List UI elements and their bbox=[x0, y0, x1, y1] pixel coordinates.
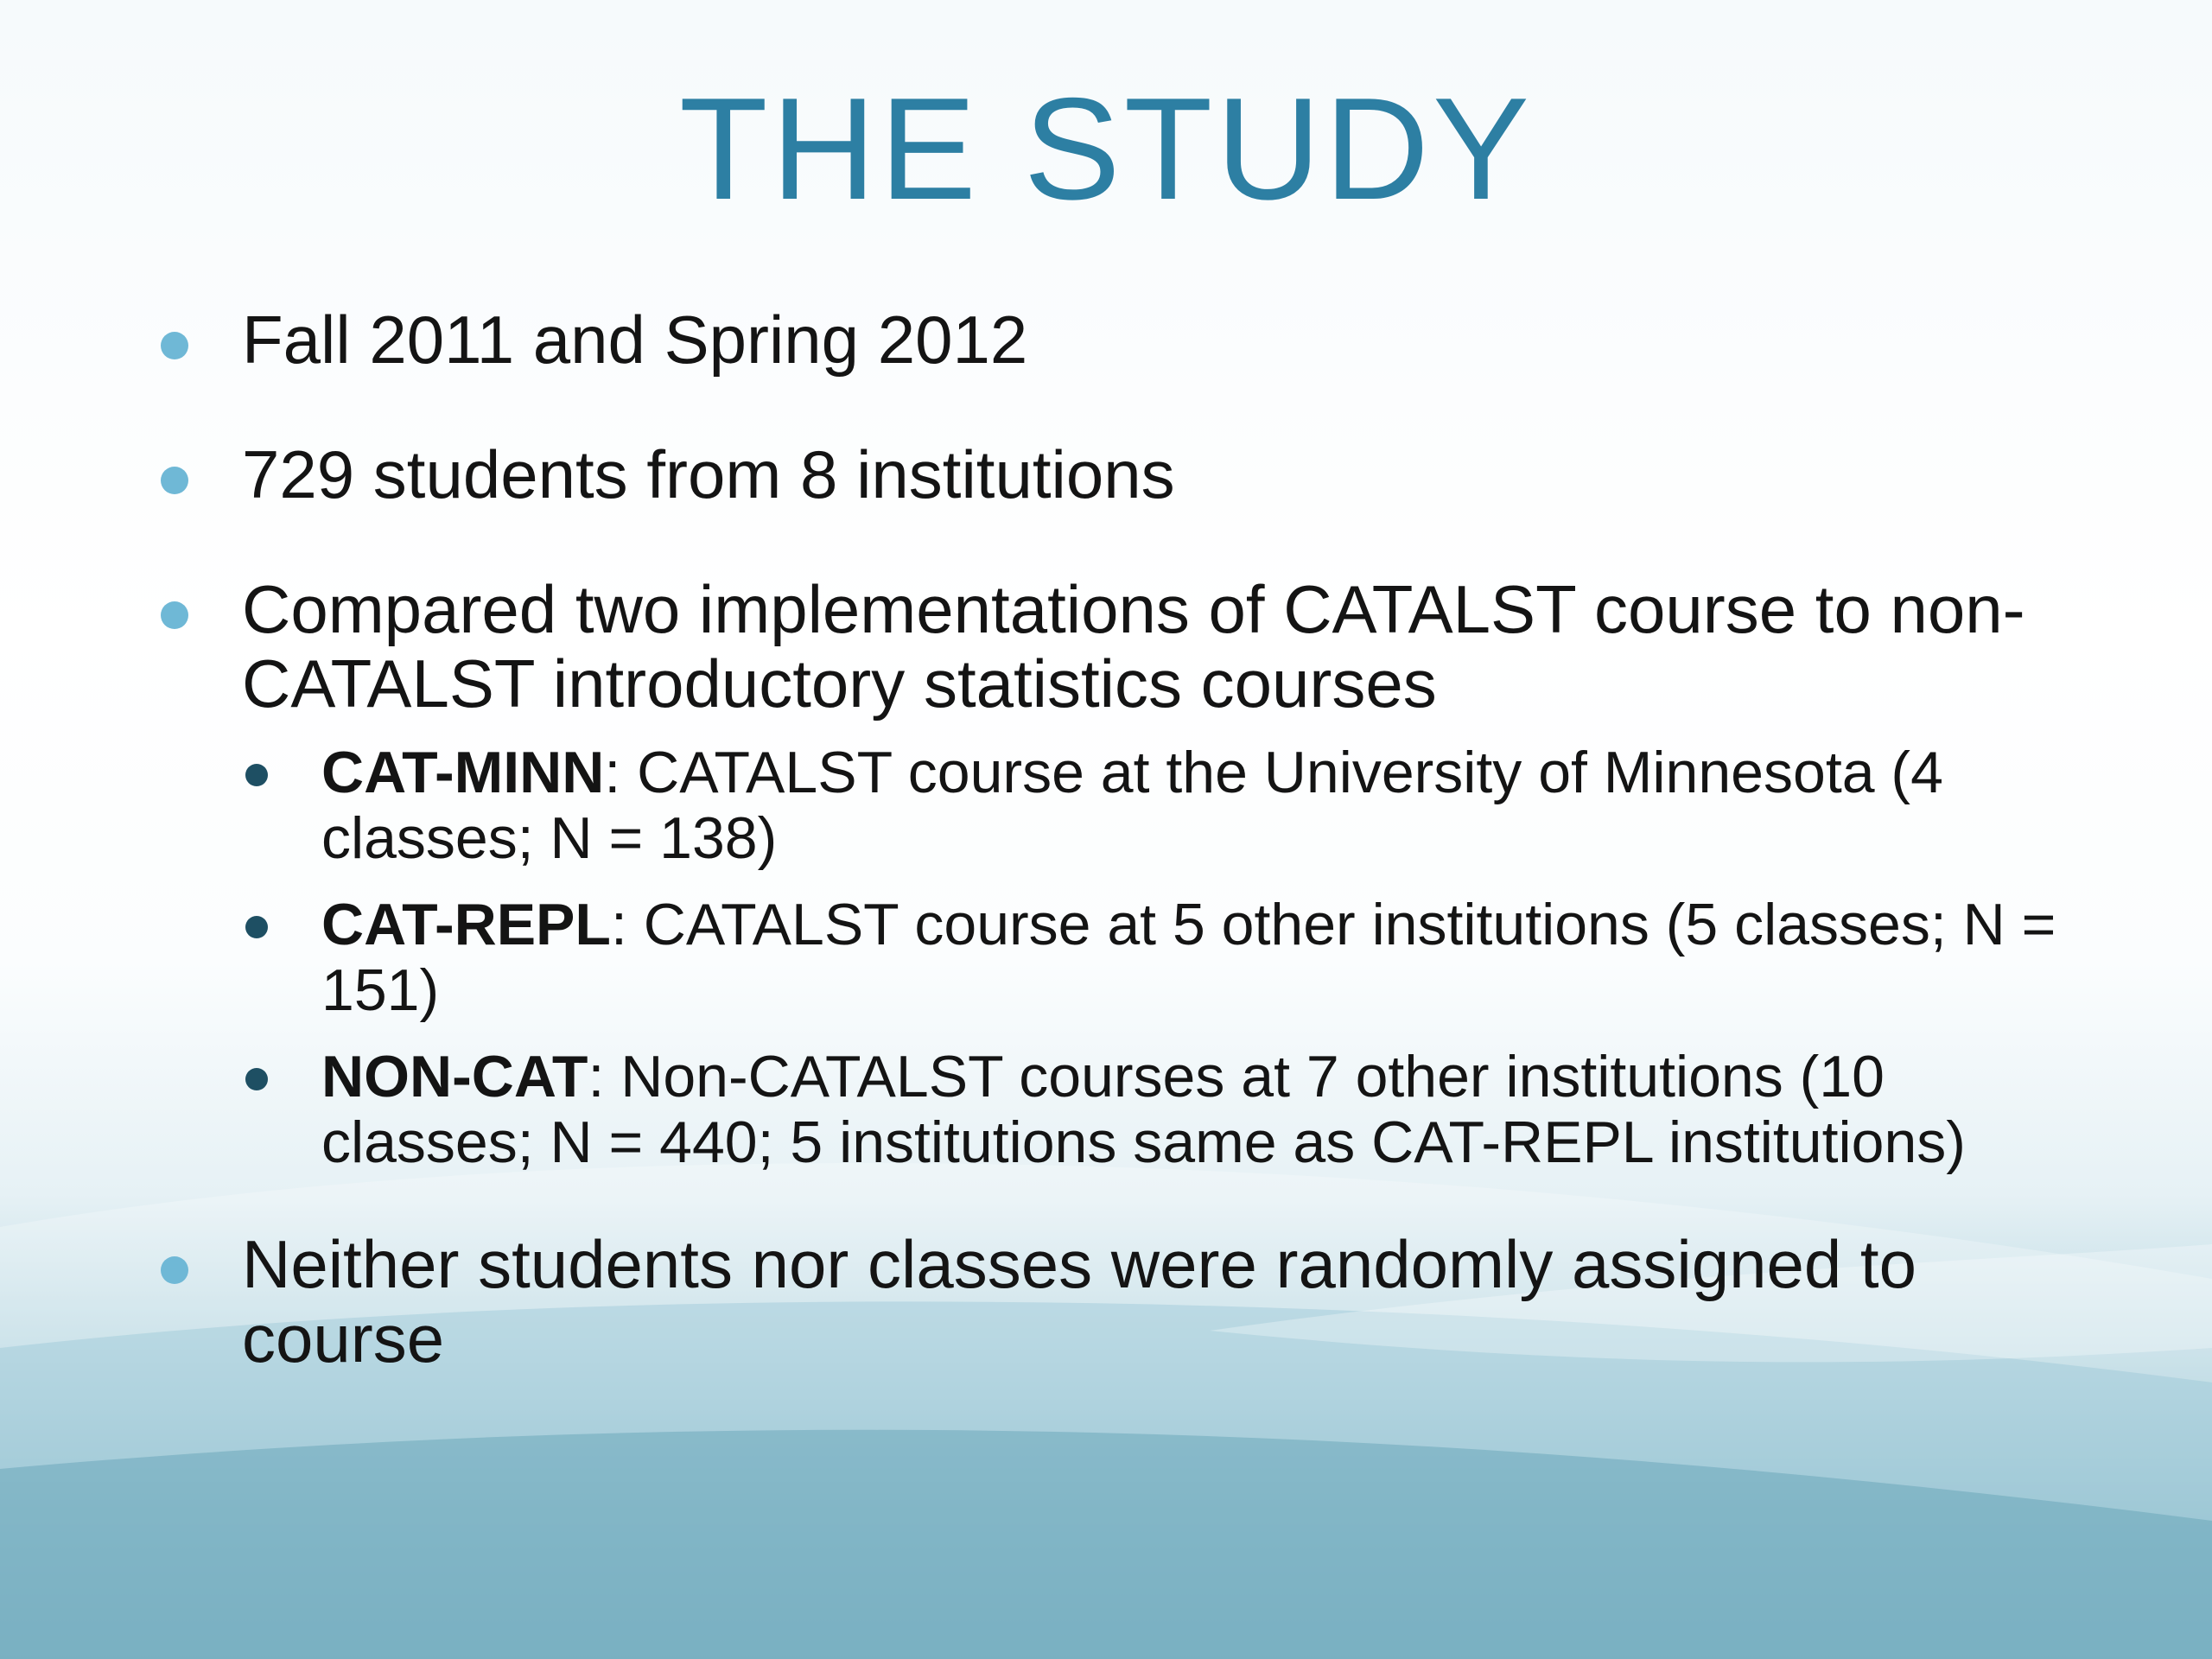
bullet-list bbox=[156, 302, 2100, 1436]
sub-bullet-term: NON-CAT bbox=[321, 1044, 588, 1109]
bullet-text: 729 students from 8 institutions bbox=[242, 436, 1175, 512]
sub-bullet-text: : CATALST course at the University of Minnesota (4 classes; N = 138) bbox=[321, 740, 1943, 871]
sub-bullet-dot-icon bbox=[245, 1068, 268, 1090]
sub-bullet-list bbox=[242, 740, 2100, 1175]
sub-bullet-term: CAT-MINN bbox=[321, 740, 605, 805]
bullet-item bbox=[156, 1227, 2100, 1376]
slide-title: THE STUDY bbox=[678, 67, 1534, 230]
sub-bullet-item bbox=[242, 1044, 2100, 1175]
sub-bullet-dot-icon bbox=[245, 916, 268, 938]
bullet-text: Neither students nor classes were randomly assigned to course bbox=[242, 1226, 1916, 1376]
bullet-dot-icon bbox=[161, 1256, 188, 1284]
sub-bullet-item bbox=[242, 892, 2100, 1023]
bullet-item bbox=[156, 572, 2100, 1175]
bullet-dot-icon bbox=[161, 601, 188, 629]
bullet-dot-icon bbox=[161, 332, 188, 359]
bullet-text: Fall 2011 and Spring 2012 bbox=[242, 302, 1028, 378]
bullet-dot-icon bbox=[161, 467, 188, 494]
bullet-item bbox=[156, 302, 2100, 377]
bullet-text: Compared two implementations of CATALST course to non-CATALST introductory statistics courses bbox=[242, 571, 2025, 721]
sub-bullet-text: : Non-CATALST courses at 7 other institutions (10 classes; N = 440; 5 institutions same as CAT-REPL institutions) bbox=[321, 1044, 1966, 1175]
sub-bullet-item bbox=[242, 740, 2100, 871]
sub-bullet-term: CAT-REPL bbox=[321, 892, 611, 957]
sub-bullet-dot-icon bbox=[245, 764, 268, 786]
sub-bullet-text: : CATALST course at 5 other institutions (5 classes; N = 151) bbox=[321, 892, 2056, 1023]
bullet-item bbox=[156, 437, 2100, 512]
